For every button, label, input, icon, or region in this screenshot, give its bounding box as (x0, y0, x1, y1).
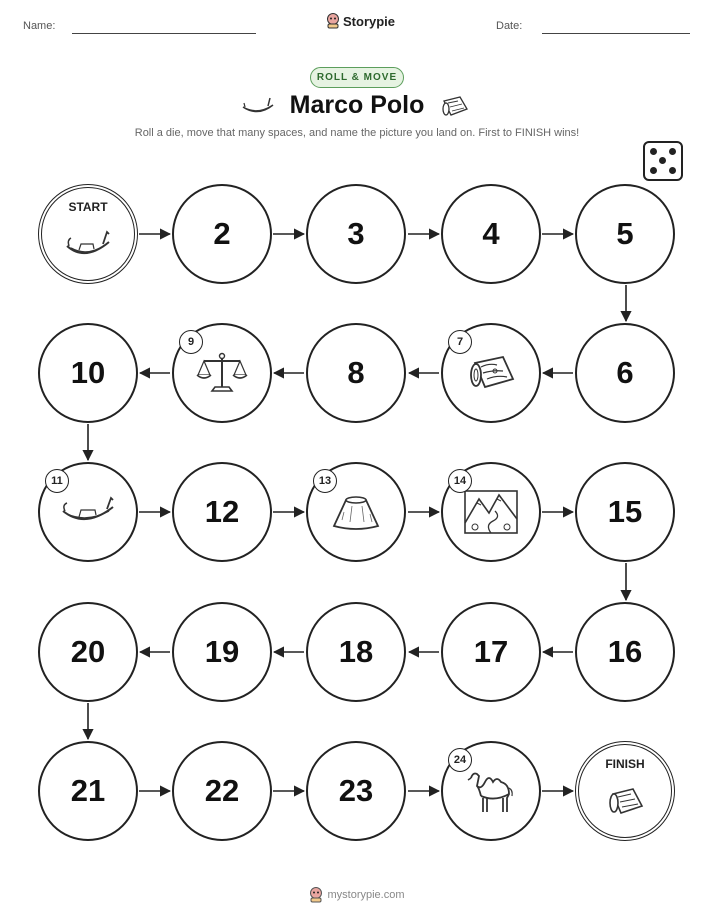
board-space[interactable]: 8 (306, 323, 406, 423)
board-space[interactable]: 4 (441, 184, 541, 284)
finish-space[interactable] (575, 741, 675, 841)
board-space[interactable]: 12 (172, 462, 272, 562)
picture-space[interactable] (441, 462, 541, 562)
board-space[interactable]: 6 (575, 323, 675, 423)
gondola-icon (61, 495, 115, 529)
board-space[interactable]: 22 (172, 741, 272, 841)
instructions: Roll a die, move that many spaces, and name the picture you land on. First to FINISH wins! (134, 127, 580, 139)
picture-space[interactable] (441, 323, 541, 423)
space-number-badge: 24 (448, 748, 472, 772)
brand-name: Storypie (343, 13, 396, 29)
start-space[interactable] (38, 184, 138, 284)
picture-space[interactable] (38, 462, 138, 562)
start-label: START (68, 200, 108, 214)
page-title: Marco Polo (289, 91, 425, 119)
map-scroll-icon (605, 786, 645, 818)
game-type-badge: ROLL & MOVE (310, 67, 404, 88)
footer-site-link[interactable]: mystorypie.com (327, 889, 405, 901)
space-number-badge: 9 (179, 330, 203, 354)
finish-label: FINISH (605, 757, 645, 771)
board-space[interactable]: 19 (172, 602, 272, 702)
board-space[interactable]: 10 (38, 323, 138, 423)
picture-space[interactable] (172, 323, 272, 423)
pie-mascot-icon (309, 887, 323, 903)
picture-space[interactable] (306, 462, 406, 562)
board-space[interactable]: 3 (306, 184, 406, 284)
board-space[interactable]: 2 (172, 184, 272, 284)
gondola-icon (65, 228, 111, 262)
camel-icon (465, 768, 517, 814)
board-space[interactable]: 16 (575, 602, 675, 702)
board-space[interactable]: 21 (38, 741, 138, 841)
name-label: Name: (23, 20, 56, 32)
space-number-badge: 7 (448, 330, 472, 354)
volcano-icon (330, 492, 382, 532)
space-number-badge: 13 (313, 469, 337, 493)
board-space[interactable]: 23 (306, 741, 406, 841)
space-number-badge: 11 (45, 469, 69, 493)
board-space[interactable]: 5 (575, 184, 675, 284)
space-number-badge: 14 (448, 469, 472, 493)
board-space[interactable]: 17 (441, 602, 541, 702)
picture-space[interactable] (441, 741, 541, 841)
date-label: Date: (496, 20, 523, 32)
scales-icon (196, 351, 248, 395)
board-space[interactable]: 18 (306, 602, 406, 702)
footer (0, 887, 714, 903)
board-space[interactable]: 15 (575, 462, 675, 562)
board-space[interactable]: 20 (38, 602, 138, 702)
mountains-icon (463, 489, 519, 535)
map-scroll-icon (465, 353, 517, 393)
